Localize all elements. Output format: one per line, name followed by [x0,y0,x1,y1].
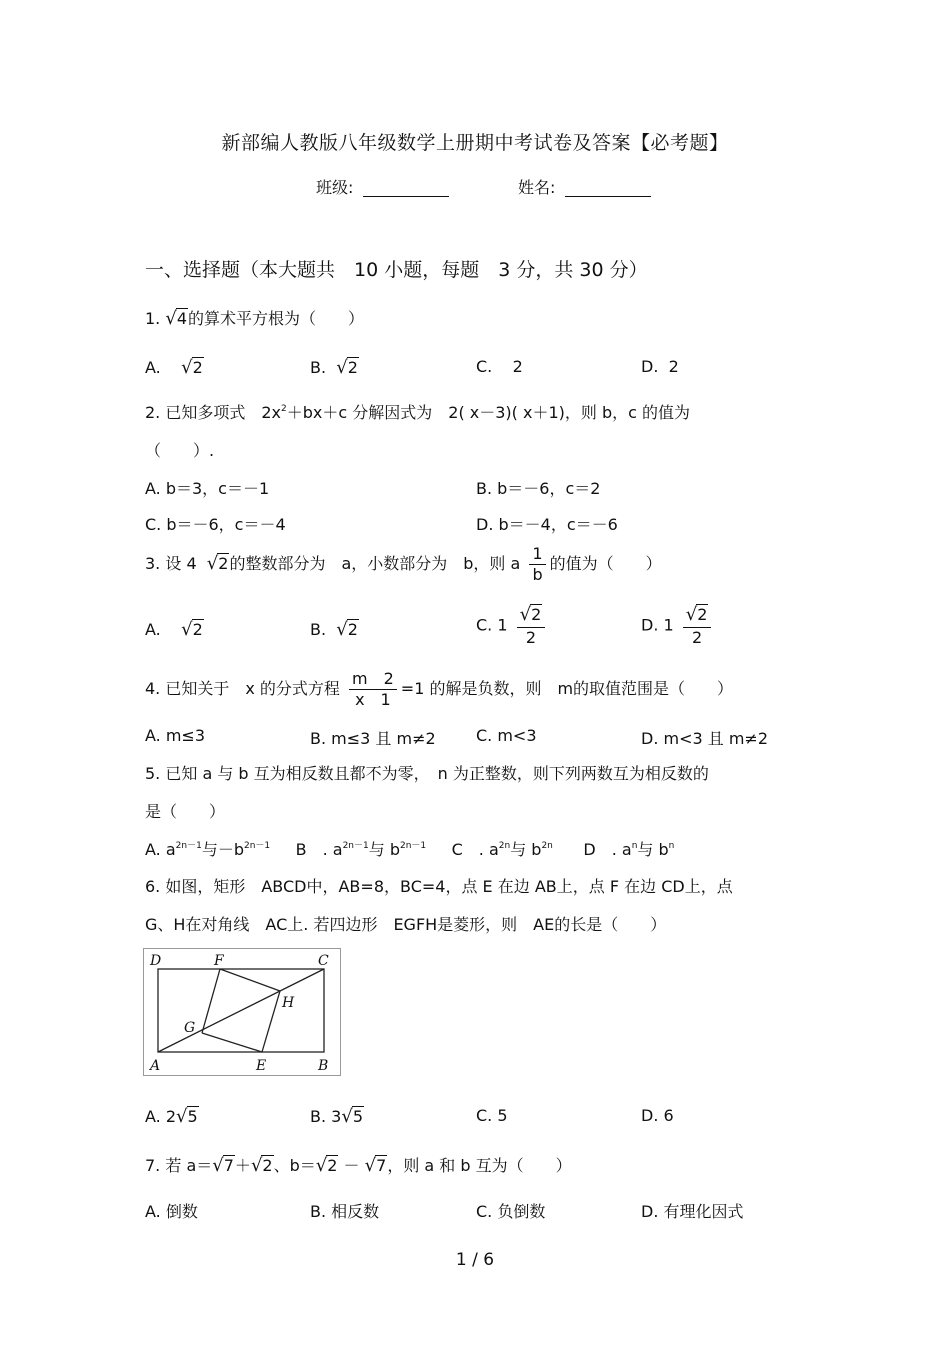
q3-option-d: D. 1 $\frac{√2}{2}$ [641,604,715,648]
q3-option-c: C. 1 $\frac{√2}{2}$ [476,604,549,648]
question-1: 1. √4的算术平方根为（ ） [145,308,365,329]
q6-option-b: B. 3√5 [310,1106,363,1127]
diagonal-ac [158,969,324,1052]
label-g: G [184,1020,196,1036]
q7-option-a: A. 倒数 [145,1202,198,1221]
q1-option-b: B. √2 [310,357,358,378]
q5-option-c: C . $a^{2n}$与 $b^{2n}$ [451,840,553,859]
q5-options [145,837,674,860]
q5-option-a: A. $a^{2n-1}$与$-b^{2n-1}$ [145,840,271,859]
segment-eh [262,991,280,1052]
question-6-line2: G、H在对角线 AC上. 若四边形 EGFH是菱形，则 AE的长是（ ） [145,915,667,934]
q5-option-d: D . $a^n$与 $b^n$ [583,840,675,859]
q2-option-c: C. b＝－6，c＝－4 [145,515,286,534]
q4-option-a: A. m≤3 [145,726,206,745]
q6-option-d: D. 6 [641,1106,674,1125]
name-field [518,175,651,198]
q1-option-a: A. √2 [145,357,203,378]
label-e: E [256,1058,267,1074]
label-h: H [282,995,295,1011]
class-blank[interactable] [363,178,449,197]
q2-option-a: A. b＝3，c＝－1 [145,479,270,498]
question-4: 4. 已知关于 x 的分式方程 $\frac{m 2}{x 1}$ =1 的解是负数，则 m的取值范围是（ ） [145,669,734,709]
q2-option-d: D. b＝－4，c＝－6 [476,515,618,534]
q7-option-b: B. 相反数 [310,1202,380,1221]
q4-option-b: B. m≤3 且 m≠2 [310,729,436,748]
class-label: 班级: [316,178,354,197]
question-3: 3. 设 4 √2的整数部分为 a，小数部分为 b，则 a $\frac{1}{b}$ 的值为（ ） [145,544,662,584]
name-blank[interactable] [565,178,651,197]
section-heading: 一、选择题（本大题共 10 小题，每题 3 分，共 30 分） [145,259,648,281]
question-2: 2. 已知多项式 $2x^2+bx+c$ 分解因式为 2( x－3)( x＋1)，则 b，c 的值为 [145,403,691,422]
label-d: D [150,953,162,969]
q3-option-b: B. √2 [310,619,358,640]
q5-option-b: B . $a^{2n-1}$与 $b^{2n-1}$ [295,840,427,859]
class-field [316,175,449,198]
q1-option-c: C. 2 [476,357,523,376]
q4-option-c: C. m<3 [476,726,537,745]
segment-fg [202,969,220,1033]
name-label: 姓名: [518,178,556,197]
page-title: 新部编人教版八年级数学上册期中考试卷及答案【必考题】 [221,132,729,154]
page-number: 1 / 6 [455,1250,495,1270]
question-7: 7. 若 a＝√7＋√2、b＝√2 － √7，则 a 和 b 互为（ ） [145,1155,572,1176]
q7-option-c: C. 负倒数 [476,1202,546,1221]
rectangle-diagram [144,949,340,1075]
rectangle-figure [143,948,341,1076]
q4-option-d: D. m<3 且 m≠2 [641,729,769,748]
q1-option-d: D. 2 [641,357,679,376]
question-5-line2: 是（ ） [145,802,226,821]
q2-option-b: B. b＝－6，c＝2 [476,479,601,498]
q6-option-a: A. 2√5 [145,1106,198,1127]
label-f: F [214,953,224,969]
q6-option-c: C. 5 [476,1106,508,1125]
label-c: C [318,953,329,969]
question-5: 5. 已知 a 与 b 互为相反数且都不为零， n 为正整数，则下列两数互为相反数的 [145,764,709,783]
segment-ge [202,1033,262,1052]
label-b: B [318,1058,329,1074]
question-2-line2: （ ）. [145,441,215,460]
label-a: A [150,1058,161,1074]
question-6: 6. 如图，矩形 ABCD中，AB=8，BC=4，点 E 在边 AB上，点 F 在边 CD上，点 [145,877,733,896]
q7-option-d: D. 有理化因式 [641,1202,744,1221]
q3-option-a: A. √2 [145,619,203,640]
segment-hf [220,969,280,991]
